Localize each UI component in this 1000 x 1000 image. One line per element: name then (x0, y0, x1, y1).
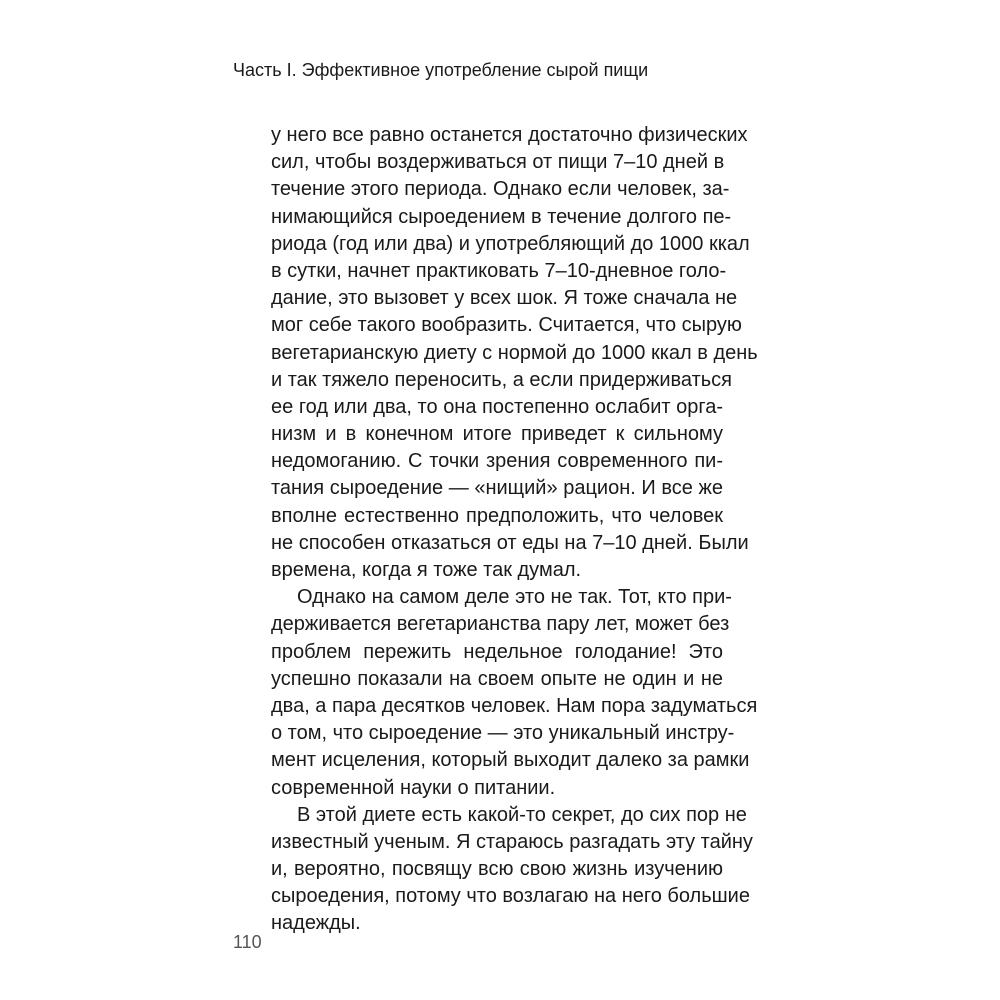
text-line: и, вероятно, посвящу всю свою жизнь изучению (271, 858, 723, 881)
text-line: держивается вегетарианства пару лет, может без (271, 613, 730, 636)
text-line: ее год или два, то она постепенно ослабит орга- (271, 395, 723, 418)
text-line: низм и в конечном итоге приведет к сильному (271, 423, 723, 446)
page-number: 110 (233, 932, 262, 952)
text-line: мент исцеления, который выходит далеко за рамки (271, 749, 750, 772)
text-line: проблем пережить недельное голодание! Это (271, 640, 723, 663)
text-line: и так тяжело переносить, а если придерживаться (271, 368, 733, 391)
text-line: сил, чтобы воздерживаться от пищи 7–10 дней в (271, 151, 725, 174)
text-line: тания сыроедение — «нищий» рацион. И все же (271, 477, 723, 500)
text-line: риода (год или два) и употребляющий до 1000 ккал (271, 232, 750, 255)
text-line: В этой диете есть какой-то секрет, до сих пор не (297, 803, 747, 826)
text-line: мог себе такого вообразить. Считается, что сырую (271, 314, 742, 337)
text-line: вегетарианскую диету с нормой до 1000 ккал в день (271, 341, 758, 364)
text-line: современной науки о питании. (271, 776, 556, 799)
body-text (271, 122, 758, 938)
text-line: в сутки, начнет практиковать 7–10-дневное голо- (271, 259, 727, 282)
text-line: у него все равно останется достаточно физических (271, 124, 748, 146)
text-line: времена, когда я тоже так думал. (271, 559, 582, 581)
text-line: два, а пара десятков человек. Нам пора задуматься (271, 694, 758, 717)
text-line: вполне естественно предположить, что человек (271, 504, 723, 527)
running-header: Часть I. Эффективное употребление сырой пищи (233, 60, 649, 80)
text-line: сыроедения, потому что возлагаю на него большие (271, 885, 750, 908)
text-line: не способен отказаться от еды на 7–10 дней. Были (271, 531, 749, 554)
text-line: о том, что сыроедение — это уникальный инстру- (271, 722, 735, 745)
text-line: течение этого периода. Однако если человек, за- (271, 178, 730, 201)
text-line: успешно показали на своем опыте не один и не (271, 667, 723, 690)
text-line: надежды. (271, 912, 361, 935)
text-line: Однако на самом деле это не так. Тот, кто при- (297, 586, 732, 609)
text-line: нимающийся сыроедением в течение долгого пе- (271, 205, 732, 228)
text-line: известный ученым. Я стараюсь разгадать эту тайну (271, 830, 753, 853)
text-line: дание, это вызовет у всех шок. Я тоже сначала не (271, 287, 738, 310)
text-line: недомоганию. С точки зрения современного пи- (271, 450, 723, 473)
